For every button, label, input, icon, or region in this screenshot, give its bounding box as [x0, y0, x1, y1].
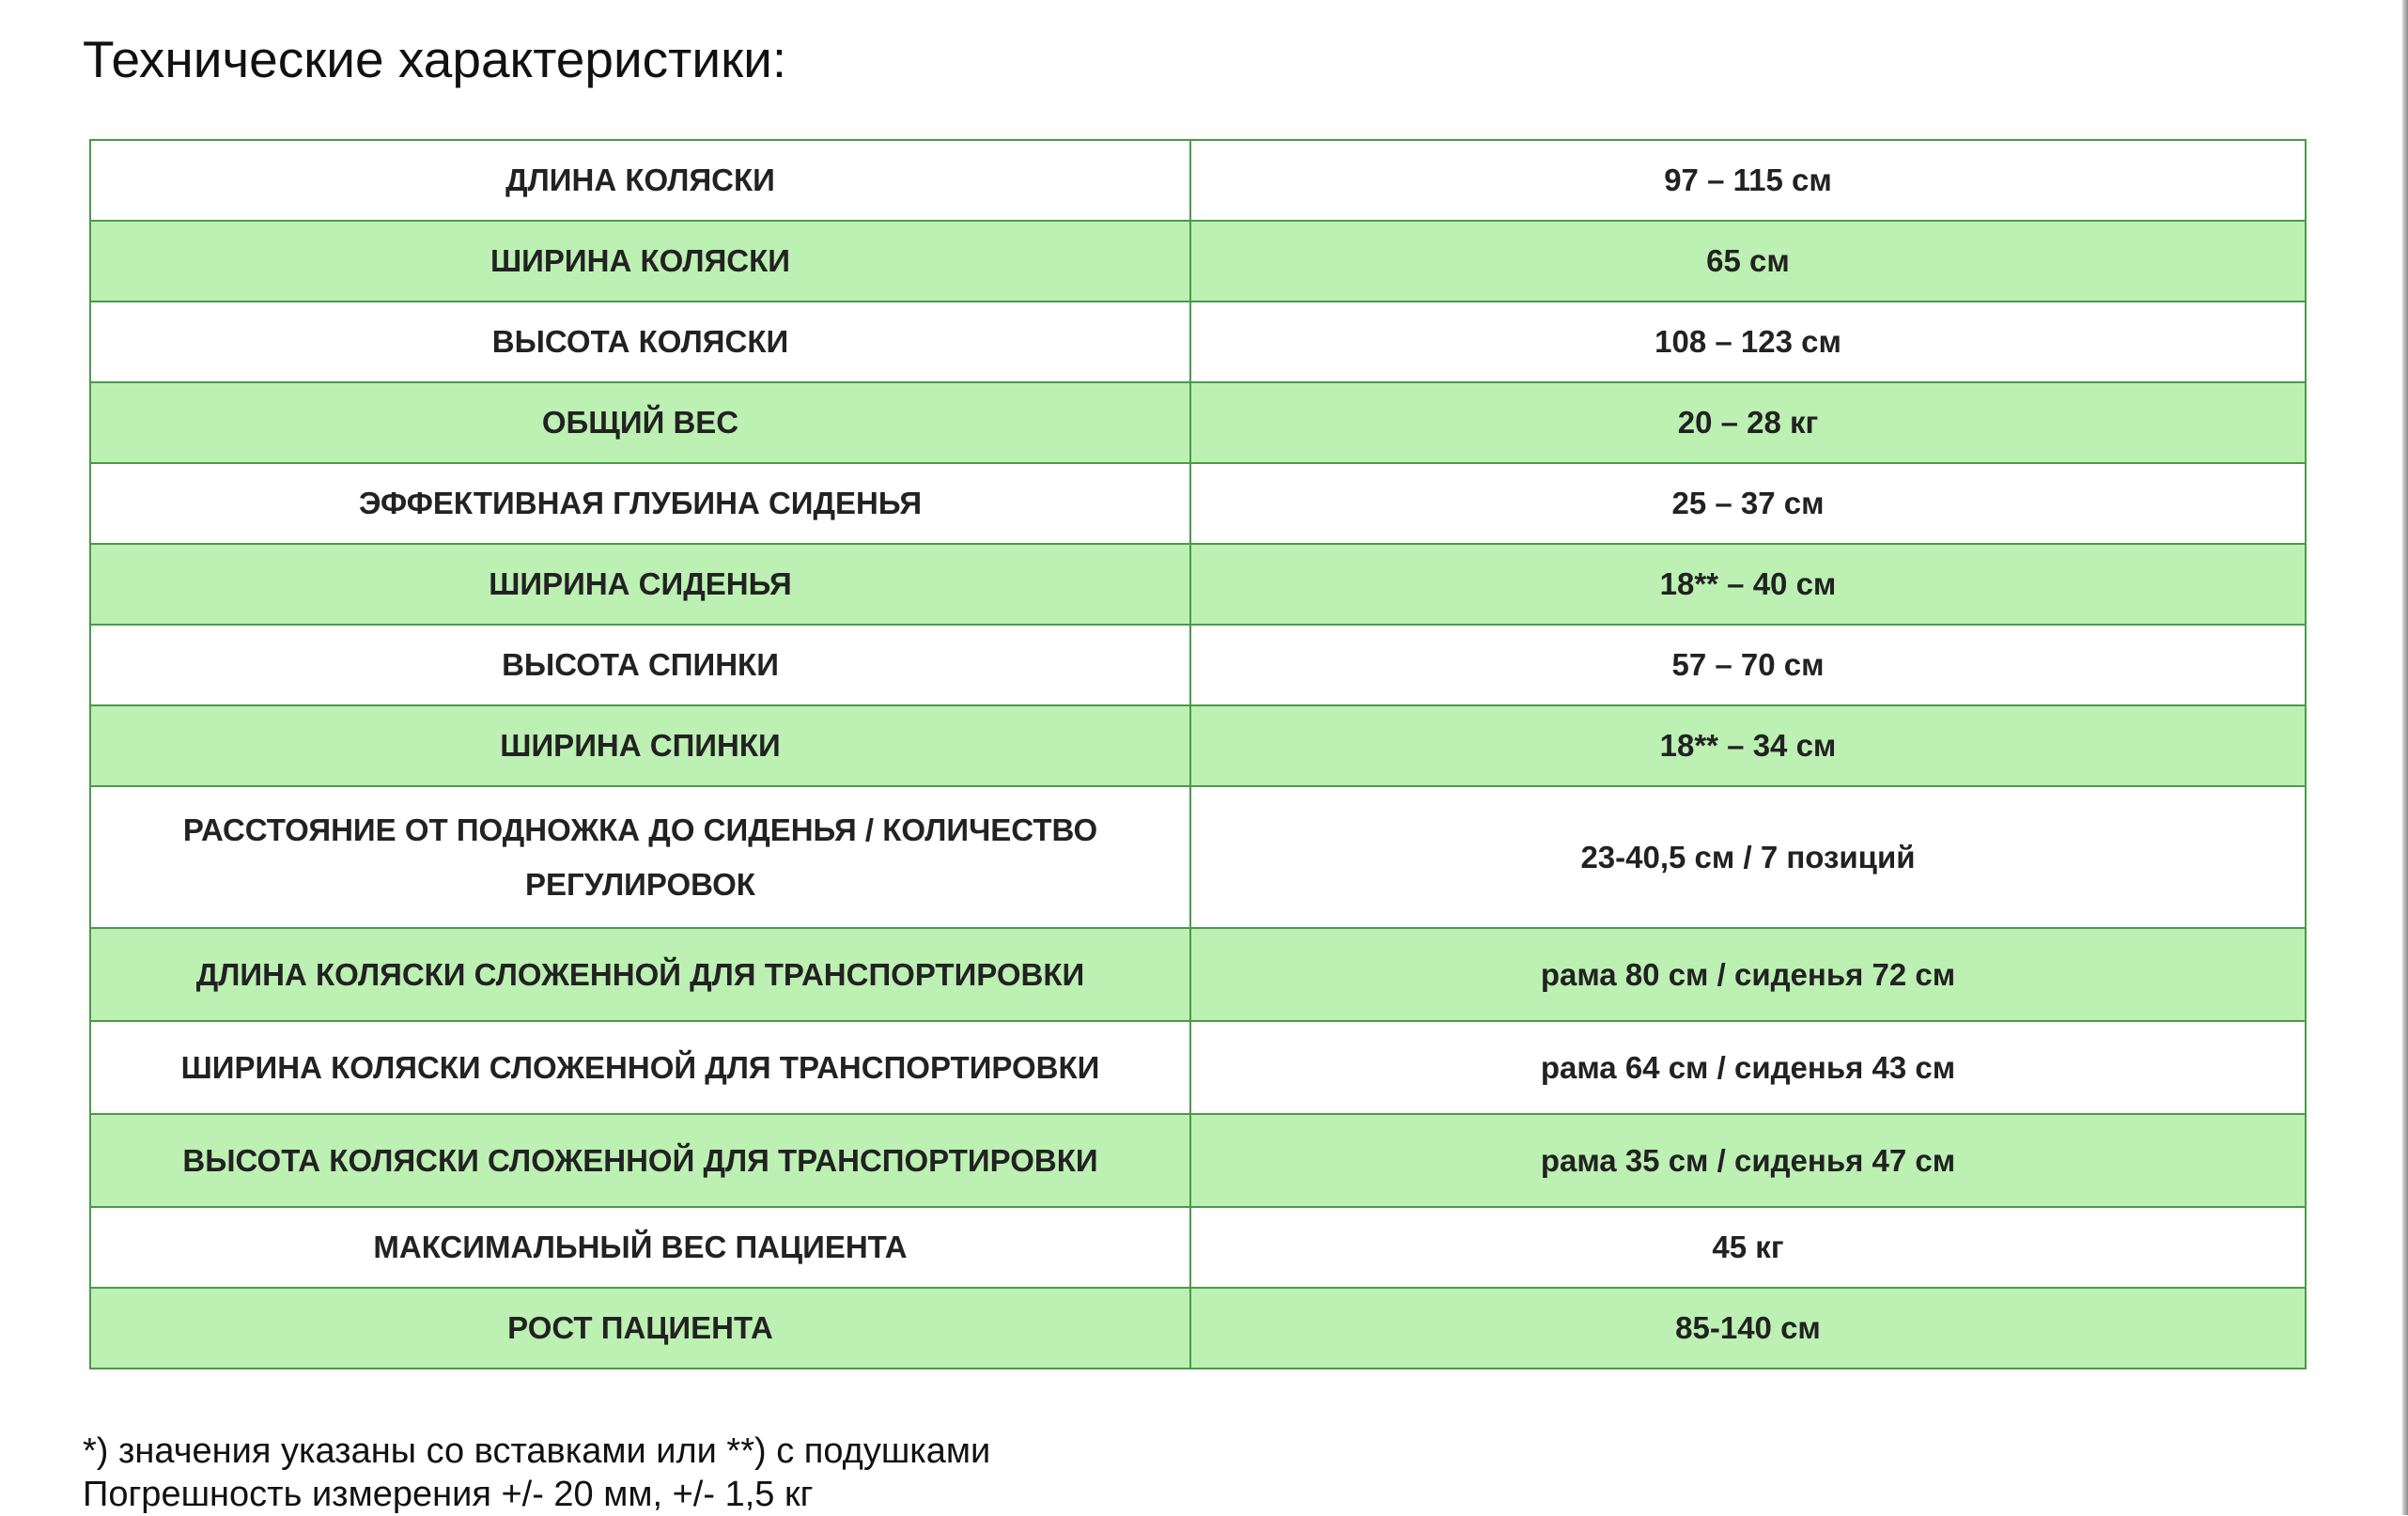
table-row: [90, 1207, 2306, 1288]
spec-value: 18** – 34 см: [1190, 705, 2306, 786]
table-row: [90, 544, 2306, 625]
spec-value: 25 – 37 см: [1190, 463, 2306, 544]
spec-value: 108 – 123 см: [1190, 302, 2306, 382]
table-row: [90, 786, 2306, 928]
table-row: [90, 463, 2306, 544]
spec-label: ШИРИНА КОЛЯСКИ: [90, 221, 1190, 302]
table-row: [90, 140, 2306, 221]
table-row: [90, 382, 2306, 463]
spec-label: ДЛИНА КОЛЯСКИ: [90, 140, 1190, 221]
spec-value: 85-140 см: [1190, 1288, 2306, 1369]
spec-label: ДЛИНА КОЛЯСКИ СЛОЖЕННОЙ ДЛЯ ТРАНСПОРТИРОВКИ: [90, 928, 1190, 1021]
spec-value: 97 – 115 см: [1190, 140, 2306, 221]
spec-label: ВЫСОТА СПИНКИ: [90, 625, 1190, 705]
spec-label: ВЫСОТА КОЛЯСКИ: [90, 302, 1190, 382]
spec-label: РОСТ ПАЦИЕНТА: [90, 1288, 1190, 1369]
spec-value: 65 см: [1190, 221, 2306, 302]
spec-value: 45 кг: [1190, 1207, 2306, 1288]
spec-value: рама 80 см / сиденья 72 см: [1190, 928, 2306, 1021]
page-title: Технические характеристики:: [83, 30, 787, 88]
spec-value: 57 – 70 см: [1190, 625, 2306, 705]
table-row: [90, 1288, 2306, 1369]
spec-label: ЭФФЕКТИВНАЯ ГЛУБИНА СИДЕНЬЯ: [90, 463, 1190, 544]
spec-value: 20 – 28 кг: [1190, 382, 2306, 463]
spec-label: ВЫСОТА КОЛЯСКИ СЛОЖЕННОЙ ДЛЯ ТРАНСПОРТИРОВКИ: [90, 1114, 1190, 1207]
spec-label: ШИРИНА СИДЕНЬЯ: [90, 544, 1190, 625]
spec-value: рама 35 см / сиденья 47 см: [1190, 1114, 2306, 1207]
table-row: [90, 221, 2306, 302]
spec-value: 18** – 40 см: [1190, 544, 2306, 625]
footnote-tolerance: Погрешность измерения +/- 20 мм, +/- 1,5 кг: [83, 1475, 814, 1514]
table-row: [90, 928, 2306, 1021]
table-row: [90, 1021, 2306, 1114]
table-row: [90, 302, 2306, 382]
table-row: [90, 1114, 2306, 1207]
table-row: [90, 625, 2306, 705]
spec-label: ШИРИНА СПИНКИ: [90, 705, 1190, 786]
spec-value: рама 64 см / сиденья 43 см: [1190, 1021, 2306, 1114]
spec-value: 23-40,5 см / 7 позиций: [1190, 786, 2306, 928]
specs-table: [89, 139, 2307, 1369]
spec-label: РАССТОЯНИЕ ОТ ПОДНОЖКА ДО СИДЕНЬЯ / КОЛИЧЕСТВО РЕГУЛИРОВОК: [90, 786, 1190, 928]
spec-label: МАКСИМАЛЬНЫЙ ВЕС ПАЦИЕНТА: [90, 1207, 1190, 1288]
footnotes: [83, 1430, 990, 1516]
spec-label: ОБЩИЙ ВЕС: [90, 382, 1190, 463]
table-row: [90, 705, 2306, 786]
spec-label: ШИРИНА КОЛЯСКИ СЛОЖЕННОЙ ДЛЯ ТРАНСПОРТИРОВКИ: [90, 1021, 1190, 1114]
page-edge-divider: [2402, 0, 2408, 1515]
footnote-inserts: *) значения указаны со вставками или **) с подушками: [83, 1431, 991, 1471]
